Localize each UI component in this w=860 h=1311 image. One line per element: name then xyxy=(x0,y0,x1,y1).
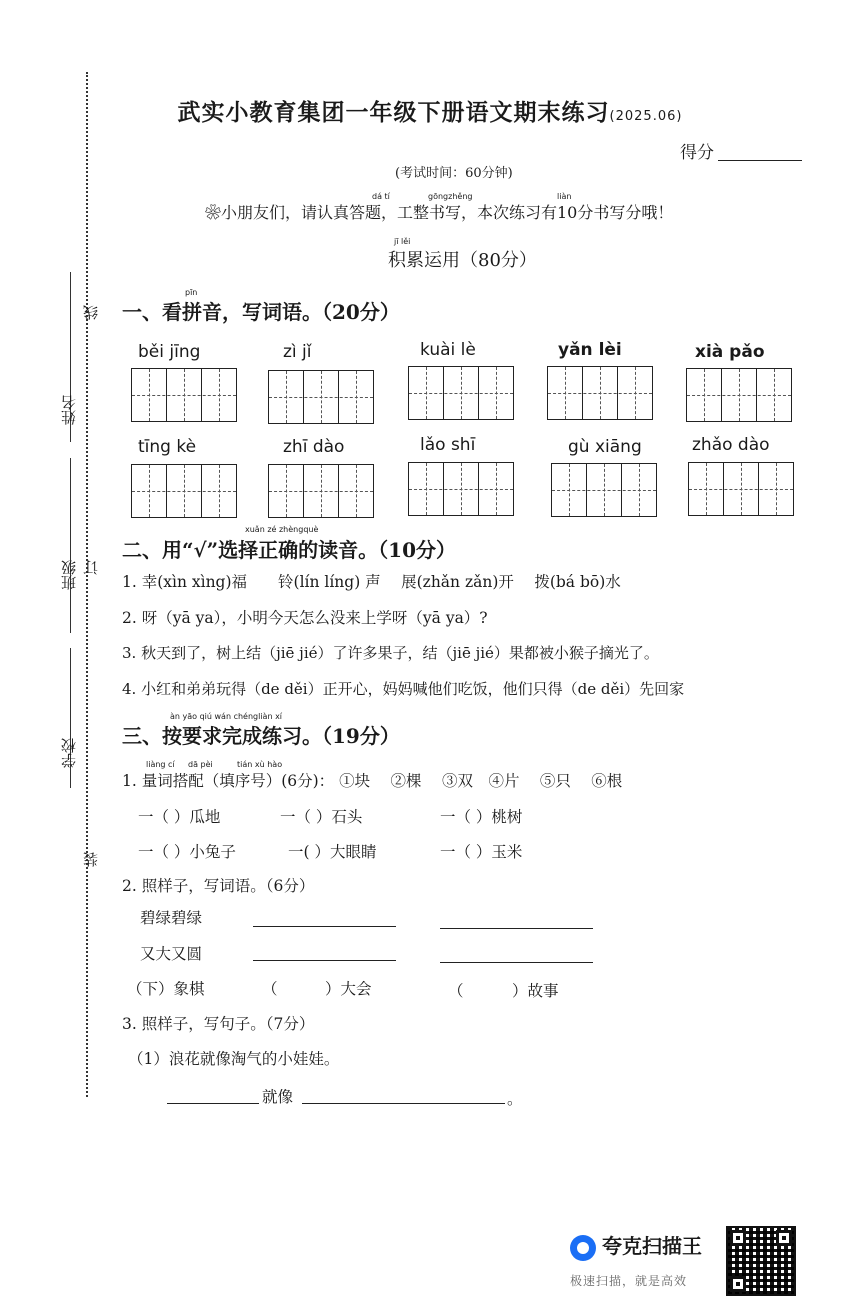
pinyin-word-6: tīng kè xyxy=(138,437,197,457)
writing-grid-2[interactable] xyxy=(268,370,374,424)
pinyin-word-5: xià pǎo xyxy=(695,342,765,362)
binding-ding: 订 xyxy=(82,560,100,575)
intro-ruby-3: liàn xyxy=(557,192,572,201)
q2-example-2: 又大又圆 xyxy=(140,945,203,963)
s2-line-3: 3. 秋天到了，树上结（jiē jié）了许多果子，结（jiē jié）果都被小猴子摘光了。 xyxy=(122,644,659,662)
writing-grid-10[interactable] xyxy=(688,462,794,516)
q2-row3-3: ）故事 xyxy=(512,982,559,1000)
logo-text: 夸克扫描王 xyxy=(602,1234,702,1258)
q2-blank-1[interactable] xyxy=(253,926,396,927)
title-date: (2025.06) xyxy=(609,109,683,124)
q2-example-1: 碧绿碧绿 xyxy=(140,909,203,927)
s2-line-2: 2. 呀（yā ya），小明今天怎么没来上学呀（yā ya）? xyxy=(122,609,488,627)
score-label: 得分 xyxy=(680,143,714,163)
q2-blank-2[interactable] xyxy=(440,928,593,929)
s2-line-1: 1. 幸(xìn xìng)福 铃(lín líng) 声 展(zhǎn zǎn)开 拨(bá bō)水 xyxy=(122,573,621,591)
q1-ruby-1: liàng cí xyxy=(146,760,175,769)
writing-grid-6[interactable] xyxy=(131,464,237,518)
s3-ruby: àn yāo qiú wán chéngliàn xí xyxy=(170,712,283,721)
binding-zhuang: 装 xyxy=(82,852,100,867)
s3-q3: 3. 照样子，写句子。（7分） xyxy=(122,1015,315,1033)
pinyin-word-7: zhī dào xyxy=(283,437,345,457)
s2-line-4: 4. 小红和弟弟玩得（de děi）正开心，妈妈喊他们吃饭，他们只得（de děi）先回家 xyxy=(122,680,685,698)
q2-row3-1: （下）象棋 xyxy=(127,980,205,998)
q1-item-4: 一（ ）小兔子 xyxy=(138,843,236,861)
s2-ruby: xuǎn zé zhèngquè xyxy=(245,525,319,534)
footer-tagline: 极速扫描，就是高效 xyxy=(570,1274,688,1288)
pinyin-word-1: běi jīng xyxy=(138,342,201,362)
q1-item-1: 一（ ）瓜地 xyxy=(138,808,221,826)
q1-item-3: 一（ ）桃树 xyxy=(440,808,523,826)
binding-name-label: 姓名 xyxy=(60,395,78,425)
pinyin-word-8: lǎo shī xyxy=(420,435,476,455)
q2-blank-4[interactable] xyxy=(440,962,593,963)
writing-grid-5[interactable] xyxy=(686,368,792,422)
s3-q2: 2. 照样子，写词语。（6分） xyxy=(122,877,315,895)
q1-item-5: 一( ）大眼睛 xyxy=(288,843,377,861)
class-underline xyxy=(70,458,71,633)
section-2-title: 二、用“√”选择正确的读音。（10分） xyxy=(122,538,456,562)
score-blank[interactable] xyxy=(718,160,802,161)
q3-blank-1[interactable] xyxy=(167,1103,259,1104)
q1-ruby-3: tián xù hào xyxy=(237,760,283,769)
qr-code-icon xyxy=(726,1226,796,1296)
q1-ruby-2: dā pèi xyxy=(188,760,213,769)
q2-row3-2: ）大会 xyxy=(325,980,372,998)
q2-row3-paren-2: （ xyxy=(448,982,464,1000)
writing-grid-4[interactable] xyxy=(547,366,653,420)
binding-dotted-line xyxy=(86,72,88,1097)
binding-school-label: 学校 xyxy=(60,738,78,768)
q2-row3-paren-1: （ xyxy=(262,980,278,998)
q1-item-6: 一（ ）玉米 xyxy=(440,843,523,861)
part-title: 积累运用（80分） xyxy=(388,250,537,271)
pinyin-word-3: kuài lè xyxy=(420,340,476,360)
intro-ruby-1: dá tí xyxy=(372,192,390,201)
quark-scanner-logo xyxy=(570,1230,702,1261)
binding-class-label: 班级 xyxy=(60,560,78,590)
pinyin-word-10: zhǎo dào xyxy=(692,435,770,455)
pinyin-word-2: zì jǐ xyxy=(283,342,312,362)
intro-ruby-2: gōngzhěng xyxy=(428,192,473,201)
writing-grid-3[interactable] xyxy=(408,366,514,420)
writing-grid-7[interactable] xyxy=(268,464,374,518)
q2-blank-3[interactable] xyxy=(253,960,396,961)
s1-ruby: pīn xyxy=(185,288,198,297)
section-1-title: 一、看拼音，写词语。（20分） xyxy=(122,300,400,324)
q3-example: （1）浪花就像淘气的小娃娃。 xyxy=(128,1050,340,1068)
time-note: (考试时间：60分钟) xyxy=(395,166,513,181)
q3-end-mark: 。 xyxy=(507,1090,523,1108)
q1-item-2: 一（ ）石头 xyxy=(280,808,363,826)
writing-grid-9[interactable] xyxy=(551,463,657,517)
section-3-title: 三、按要求完成练习。（19分） xyxy=(122,724,400,748)
pinyin-word-4: yǎn lèi xyxy=(558,340,622,360)
q3-fill-word: 就像 xyxy=(262,1088,294,1106)
intro-text: ❀小朋友们，请认真答题，工整书写，本次练习有10分书写分哦！ xyxy=(205,203,674,222)
quark-logo-icon xyxy=(570,1235,596,1261)
writing-grid-1[interactable] xyxy=(131,368,237,422)
writing-grid-8[interactable] xyxy=(408,462,514,516)
pinyin-word-9: gù xiāng xyxy=(568,437,642,457)
part-ruby: jī lěi xyxy=(394,237,411,246)
s3-q1: 1. 量词搭配（填序号）(6分)： ①块 ②棵 ③双 ④片 ⑤只 ⑥根 xyxy=(122,772,623,790)
page-title xyxy=(0,94,860,127)
title-text: 武实小教育集团一年级下册语文期末练习 xyxy=(177,99,610,126)
binding-xian: 线 xyxy=(82,305,100,320)
q3-blank-2[interactable] xyxy=(302,1103,505,1104)
